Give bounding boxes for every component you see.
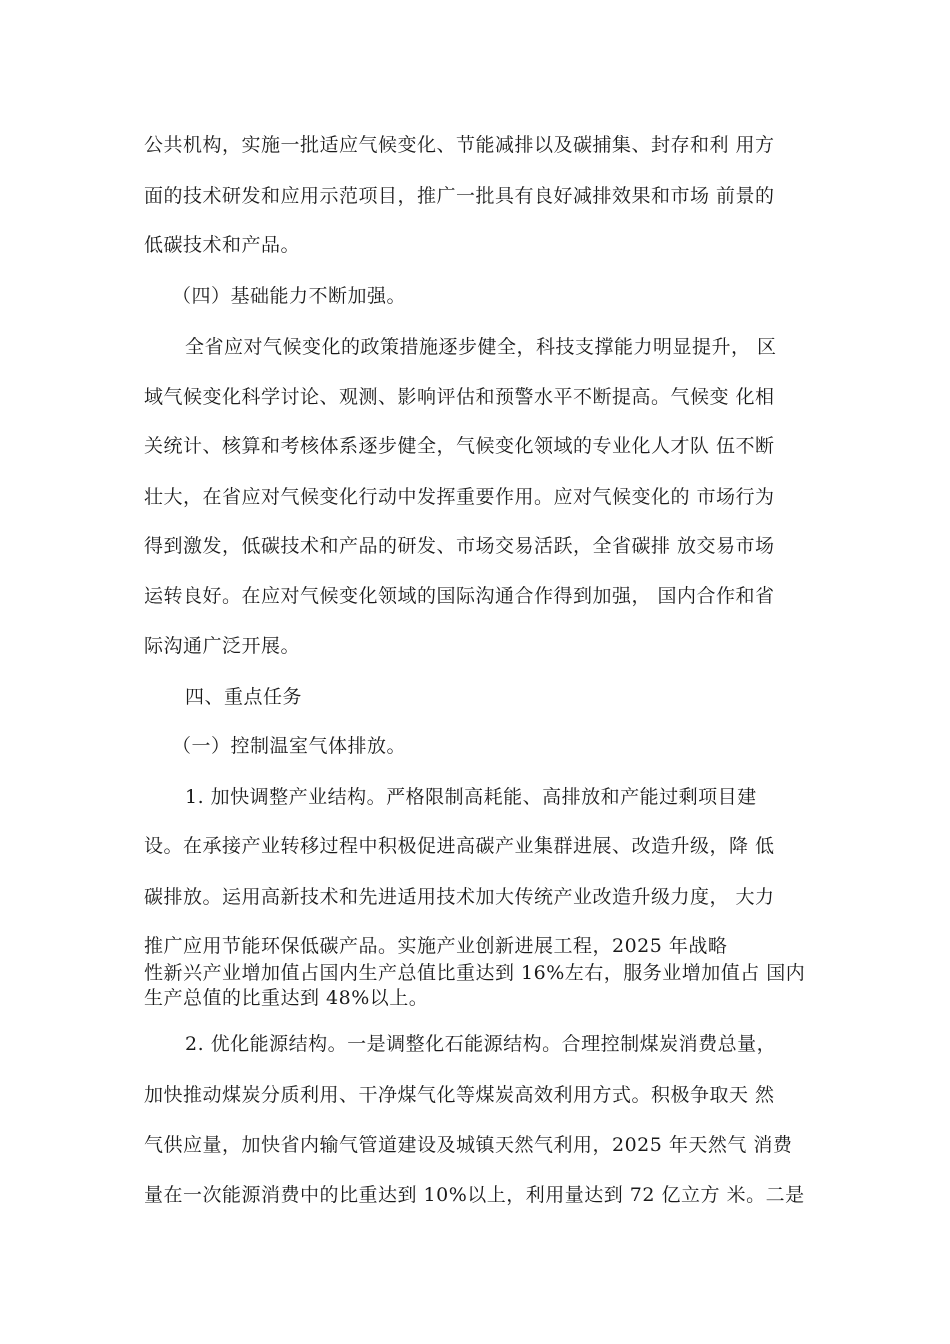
paragraph-line: 面的技术研发和应用示范项目，推广一批具有良好减排效果和市场 前景的 — [144, 185, 775, 207]
paragraph-line: 性新兴产业增加值占国内生产总值比重达到 16%左右，服务业增加值占 国内 — [144, 962, 806, 984]
paragraph-line: 际沟通广泛开展。 — [144, 635, 301, 657]
paragraph-line: 全省应对气候变化的政策措施逐步健全，科技支撑能力明显提升， 区 — [185, 336, 777, 358]
paragraph-line: 关统计、核算和考核体系逐步健全，气候变化领域的专业化人才队 伍不断 — [144, 435, 775, 457]
paragraph-line: 壮大，在省应对气候变化行动中发挥重要作用。应对气候变化的 市场行为 — [144, 486, 775, 508]
paragraph-line: 2. 优化能源结构。一是调整化石能源结构。合理控制煤炭消费总量， — [185, 1033, 777, 1055]
section-heading: （四）基础能力不断加强。 — [172, 285, 407, 307]
paragraph-line: 生产总值的比重达到 48%以上。 — [144, 987, 429, 1009]
paragraph-line: 域气候变化科学讨论、观测、影响评估和预警水平不断提高。气候变 化相 — [144, 386, 775, 408]
paragraph-line: 量在一次能源消费中的比重达到 10%以上，利用量达到 72 亿立方 米。二是 — [144, 1184, 805, 1206]
paragraph-line: 公共机构，实施一批适应气候变化、节能减排以及碳捕集、封存和利 用方 — [144, 134, 775, 156]
paragraph-line: 碳排放。运用高新技术和先进适用技术加大传统产业改造升级力度， 大力 — [144, 886, 775, 908]
paragraph-line: 加快推动煤炭分质利用、干净煤气化等煤炭高效利用方式。积极争取天 然 — [144, 1084, 775, 1106]
paragraph-line: 低碳技术和产品。 — [144, 234, 301, 256]
section-heading: 四、重点任务 — [185, 686, 303, 708]
paragraph-line: 气供应量，加快省内输气管道建设及城镇天然气利用，2025 年天然气 消费 — [144, 1134, 793, 1156]
paragraph-line: 得到激发，低碳技术和产品的研发、市场交易活跃，全省碳排 放交易市场 — [144, 535, 775, 557]
paragraph-line: 1. 加快调整产业结构。严格限制高耗能、高排放和产能过剩项目建 — [185, 786, 757, 808]
paragraph-line: 推广应用节能环保低碳产品。实施产业创新进展工程，2025 年战略 — [144, 935, 728, 957]
subsection-heading: （一）控制温室气体排放。 — [172, 735, 407, 757]
paragraph-line: 运转良好。在应对气候变化领域的国际沟通合作得到加强， 国内合作和省 — [144, 585, 775, 607]
paragraph-line: 设。在承接产业转移过程中积极促进高碳产业集群进展、改造升级，降 低 — [144, 835, 775, 857]
